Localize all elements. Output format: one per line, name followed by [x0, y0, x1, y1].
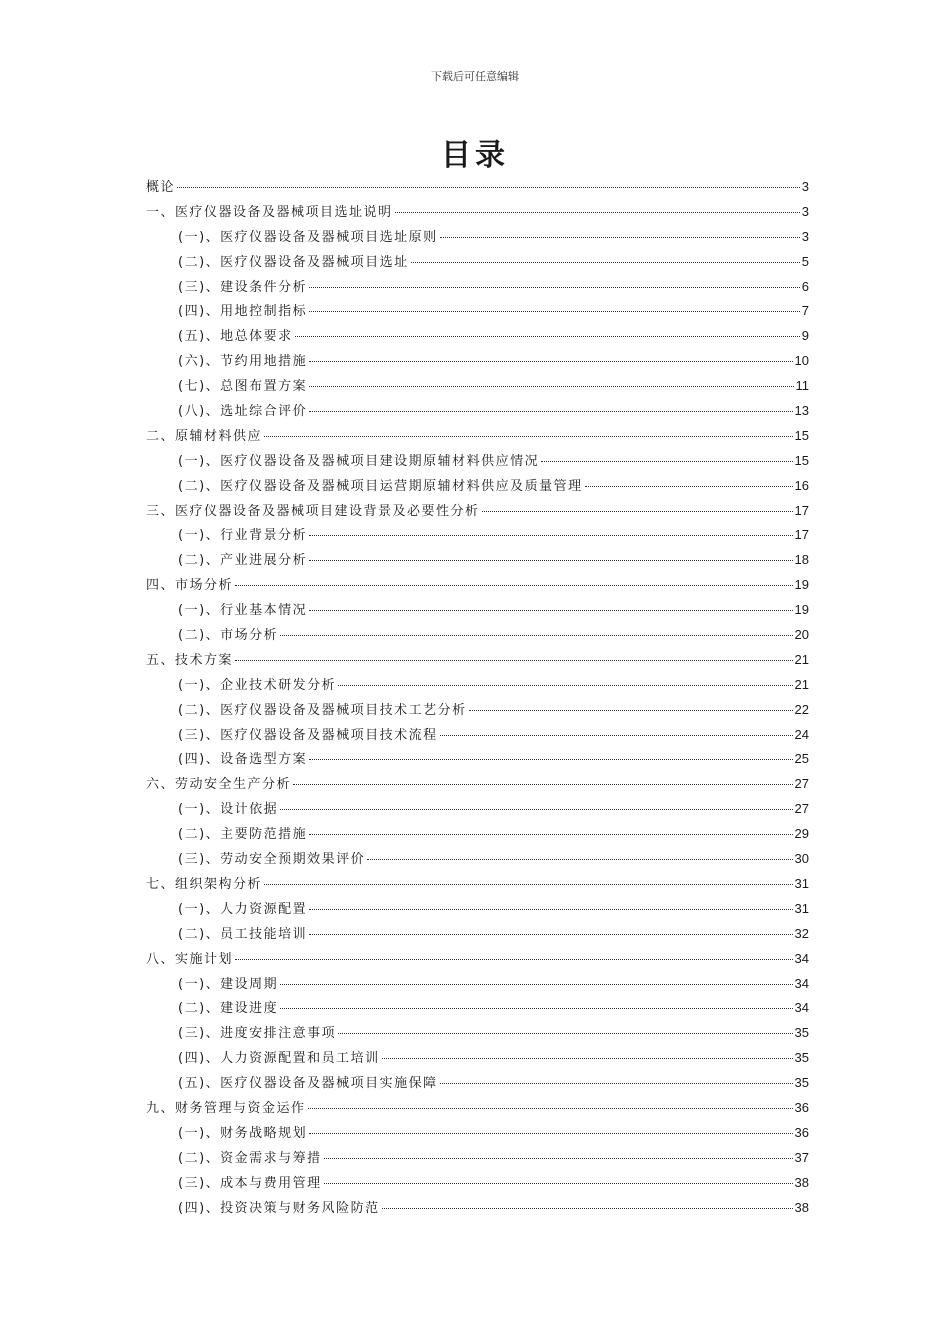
- toc-entry-label: (二)、建设进度: [178, 1001, 279, 1017]
- toc-entry-label: (二)、医疗仪器设备及器械项目运营期原辅材料供应及质量管理: [178, 478, 583, 494]
- toc-entry-page-number: 11: [795, 378, 809, 394]
- toc-entry-page-number: 18: [794, 552, 809, 568]
- toc-entry-label: (四)、投资决策与财务风险防范: [178, 1200, 380, 1216]
- toc-entry-page-number: 6: [801, 278, 809, 294]
- toc-entry[interactable]: [146, 724, 809, 749]
- dot-leader: [440, 237, 800, 238]
- dot-leader: [295, 336, 800, 337]
- toc-entry-label: (二)、员工技能培训: [178, 926, 308, 942]
- toc-entry[interactable]: [146, 524, 809, 549]
- dot-leader: [338, 685, 792, 686]
- toc-entry[interactable]: [146, 699, 809, 724]
- dot-leader: [280, 1008, 792, 1009]
- dot-leader: [382, 1208, 793, 1209]
- toc-entry[interactable]: [146, 400, 809, 425]
- toc-entry[interactable]: [146, 325, 809, 350]
- toc-entry[interactable]: [146, 973, 809, 998]
- toc-entry-label: 七、组织架构分析: [146, 876, 263, 892]
- toc-entry-label: (三)、劳动安全预期效果评价: [178, 852, 366, 868]
- toc-entry-page-number: 35: [794, 1050, 809, 1066]
- dot-leader: [382, 1058, 793, 1059]
- dot-leader: [411, 262, 800, 263]
- toc-entry-page-number: 36: [794, 1124, 809, 1140]
- toc-entry[interactable]: [146, 848, 809, 873]
- toc-entry-page-number: 3: [801, 179, 809, 194]
- toc-entry[interactable]: [146, 1097, 809, 1122]
- header-note: 下载后可任意编辑: [431, 70, 519, 83]
- toc-entry-page-number: 30: [794, 851, 809, 867]
- toc-entry-label: (一)、设计依据: [178, 802, 279, 818]
- toc-entry-page-number: 17: [794, 527, 809, 543]
- dot-leader: [309, 934, 792, 935]
- dot-leader: [324, 1158, 793, 1159]
- toc-entry-page-number: 15: [794, 452, 809, 468]
- toc-entry-label: 八、实施计划: [146, 951, 234, 967]
- toc-entry-label: (一)、建设周期: [178, 976, 279, 992]
- toc-entry[interactable]: [146, 1047, 809, 1072]
- toc-entry[interactable]: [146, 1022, 809, 1047]
- toc-entry[interactable]: [146, 599, 809, 624]
- toc-entry[interactable]: [146, 251, 809, 276]
- toc-entry-label: (一)、行业背景分析: [178, 528, 308, 544]
- toc-entry-label: 一、医疗仪器设备及器械项目选址说明: [146, 204, 393, 220]
- dot-leader: [235, 585, 793, 586]
- toc-entry[interactable]: [146, 649, 809, 674]
- toc-entry[interactable]: [146, 1147, 809, 1172]
- toc-entry[interactable]: [146, 276, 809, 301]
- dot-leader: [440, 1083, 793, 1084]
- dot-leader: [264, 436, 793, 437]
- toc-entry-page-number: 19: [794, 577, 809, 593]
- toc-entry[interactable]: [146, 823, 809, 848]
- page-title: 目录: [441, 138, 509, 173]
- toc-entry[interactable]: [146, 475, 809, 500]
- toc-entry-page-number: 20: [794, 627, 809, 643]
- dot-leader: [338, 1033, 792, 1034]
- dot-leader: [309, 1133, 792, 1134]
- toc-entry-page-number: 3: [801, 203, 809, 219]
- toc-entry-page-number: 15: [794, 427, 809, 443]
- dot-leader: [308, 1108, 793, 1109]
- toc-entry-label: (二)、医疗仪器设备及器械项目技术工艺分析: [178, 702, 467, 718]
- dot-leader: [482, 511, 793, 512]
- toc-entry[interactable]: [146, 798, 809, 823]
- toc-entry-page-number: 25: [794, 751, 809, 767]
- toc-entry-page-number: 34: [794, 950, 809, 966]
- dot-leader: [367, 859, 792, 860]
- toc-entry-page-number: 35: [794, 1075, 809, 1091]
- toc-entry[interactable]: [146, 201, 809, 226]
- toc-entry-label: (四)、用地控制指标: [178, 304, 308, 320]
- toc-entry-label: (一)、行业基本情况: [178, 603, 308, 619]
- toc-entry[interactable]: [146, 1197, 809, 1222]
- toc-entry-page-number: 32: [794, 925, 809, 941]
- toc-entry[interactable]: [146, 500, 809, 525]
- toc-entry-label: (八)、选址综合评价: [178, 404, 308, 420]
- toc-entry[interactable]: [146, 176, 809, 201]
- dot-leader: [280, 984, 792, 985]
- toc-entry-page-number: 27: [794, 776, 809, 792]
- toc-entry-label: 五、技术方案: [146, 652, 234, 668]
- toc-entry-label: 六、劳动安全生产分析: [146, 777, 292, 793]
- toc-entry[interactable]: [146, 748, 809, 773]
- toc-entry-page-number: 21: [794, 676, 809, 692]
- dot-leader: [469, 710, 793, 711]
- toc-entry[interactable]: [146, 873, 809, 898]
- toc-entry-label: (二)、产业进展分析: [178, 553, 308, 569]
- toc-entry[interactable]: [146, 300, 809, 325]
- toc-entry[interactable]: [146, 450, 809, 475]
- toc-entry[interactable]: [146, 425, 809, 450]
- toc-entry-page-number: 13: [794, 403, 809, 419]
- toc-entry-page-number: 3: [801, 228, 809, 244]
- toc-entry[interactable]: [146, 898, 809, 923]
- toc-entry[interactable]: [146, 1172, 809, 1197]
- toc-entry-label: 二、原辅材料供应: [146, 428, 263, 444]
- toc-entry-page-number: 34: [794, 975, 809, 991]
- toc-entry[interactable]: [146, 574, 809, 599]
- toc-entry-label: 四、市场分析: [146, 578, 234, 594]
- dot-leader: [280, 809, 792, 810]
- toc-entry-page-number: 35: [794, 1025, 809, 1041]
- toc-entry-page-number: 37: [794, 1149, 809, 1165]
- toc-entry[interactable]: [146, 549, 809, 574]
- toc-entry-label: (一)、医疗仪器设备及器械项目建设期原辅材料供应情况: [178, 453, 540, 469]
- toc-entry-page-number: 31: [794, 900, 809, 916]
- toc-entry-label: (三)、成本与费用管理: [178, 1175, 322, 1191]
- toc-entry-page-number: 27: [794, 801, 809, 817]
- dot-leader: [309, 411, 792, 412]
- toc-entry-label: (三)、建设条件分析: [178, 279, 308, 295]
- toc-entry-page-number: 9: [801, 328, 809, 344]
- dot-leader: [324, 1183, 793, 1184]
- toc-entry[interactable]: [146, 997, 809, 1022]
- dot-leader: [309, 909, 792, 910]
- dot-leader: [309, 560, 792, 561]
- toc-entry-label: (四)、设备选型方案: [178, 752, 308, 768]
- dot-leader: [235, 959, 793, 960]
- toc-entry-label: (五)、地总体要求: [178, 329, 293, 345]
- toc-entry-page-number: 34: [794, 1000, 809, 1016]
- dot-leader: [541, 461, 792, 462]
- toc-entry-page-number: 38: [794, 1174, 809, 1190]
- toc-entry[interactable]: [146, 226, 809, 251]
- dot-leader: [585, 486, 793, 487]
- dot-leader: [280, 635, 792, 636]
- toc-entry[interactable]: [146, 773, 809, 798]
- toc-entry-label: 概论: [146, 180, 176, 195]
- toc-entry-label: (一)、财务战略规划: [178, 1125, 308, 1141]
- dot-leader: [309, 834, 792, 835]
- toc-entry-page-number: 21: [794, 651, 809, 667]
- toc-entry[interactable]: [146, 624, 809, 649]
- table-of-contents: [146, 176, 809, 1221]
- toc-entry-page-number: 36: [794, 1099, 809, 1115]
- toc-entry-label: (三)、进度安排注意事项: [178, 1026, 337, 1042]
- dot-leader: [309, 610, 792, 611]
- toc-entry[interactable]: [146, 1122, 809, 1147]
- toc-entry-label: 九、财务管理与资金运作: [146, 1100, 306, 1116]
- toc-entry-page-number: 31: [794, 875, 809, 891]
- toc-entry-page-number: 22: [794, 701, 809, 717]
- toc-entry-label: (六)、节约用地措施: [178, 354, 308, 370]
- toc-entry[interactable]: [146, 948, 809, 973]
- toc-entry-page-number: 10: [794, 353, 809, 369]
- toc-entry-page-number: 17: [794, 502, 809, 518]
- toc-entry-label: 三、医疗仪器设备及器械项目建设背景及必要性分析: [146, 503, 480, 519]
- toc-entry-label: (五)、医疗仪器设备及器械项目实施保障: [178, 1076, 438, 1092]
- toc-entry-label: (一)、人力资源配置: [178, 901, 308, 917]
- toc-entry-label: (二)、医疗仪器设备及器械项目选址: [178, 254, 409, 270]
- toc-entry[interactable]: [146, 1072, 809, 1097]
- toc-entry-label: (四)、人力资源配置和员工培训: [178, 1051, 380, 1067]
- toc-entry-label: (一)、医疗仪器设备及器械项目选址原则: [178, 229, 438, 245]
- toc-entry-page-number: 5: [801, 253, 809, 269]
- toc-entry-label: (一)、企业技术研发分析: [178, 677, 337, 693]
- toc-entry-page-number: 7: [801, 303, 809, 319]
- dot-leader: [235, 660, 793, 661]
- toc-entry-page-number: 24: [794, 726, 809, 742]
- dot-leader: [309, 287, 800, 288]
- dot-leader: [395, 212, 800, 213]
- dot-leader: [264, 884, 793, 885]
- dot-leader: [309, 535, 792, 536]
- toc-entry-page-number: 19: [794, 602, 809, 618]
- toc-entry-page-number: 16: [794, 477, 809, 493]
- toc-entry[interactable]: [146, 674, 809, 699]
- dot-leader: [309, 311, 800, 312]
- toc-entry[interactable]: [146, 350, 809, 375]
- toc-entry-label: (三)、医疗仪器设备及器械项目技术流程: [178, 727, 438, 743]
- dot-leader: [309, 759, 792, 760]
- toc-entry-label: (二)、市场分析: [178, 628, 279, 644]
- dot-leader: [309, 386, 793, 387]
- dot-leader: [177, 187, 800, 188]
- dot-leader: [440, 735, 793, 736]
- dot-leader: [293, 784, 793, 785]
- toc-entry[interactable]: [146, 375, 809, 400]
- toc-entry-page-number: 29: [794, 826, 809, 842]
- toc-entry-label: (二)、主要防范措施: [178, 827, 308, 843]
- toc-entry[interactable]: [146, 923, 809, 948]
- toc-entry-page-number: 38: [794, 1199, 809, 1215]
- toc-entry-label: (七)、总图布置方案: [178, 379, 308, 395]
- toc-entry-label: (二)、资金需求与筹措: [178, 1150, 322, 1166]
- dot-leader: [309, 361, 792, 362]
